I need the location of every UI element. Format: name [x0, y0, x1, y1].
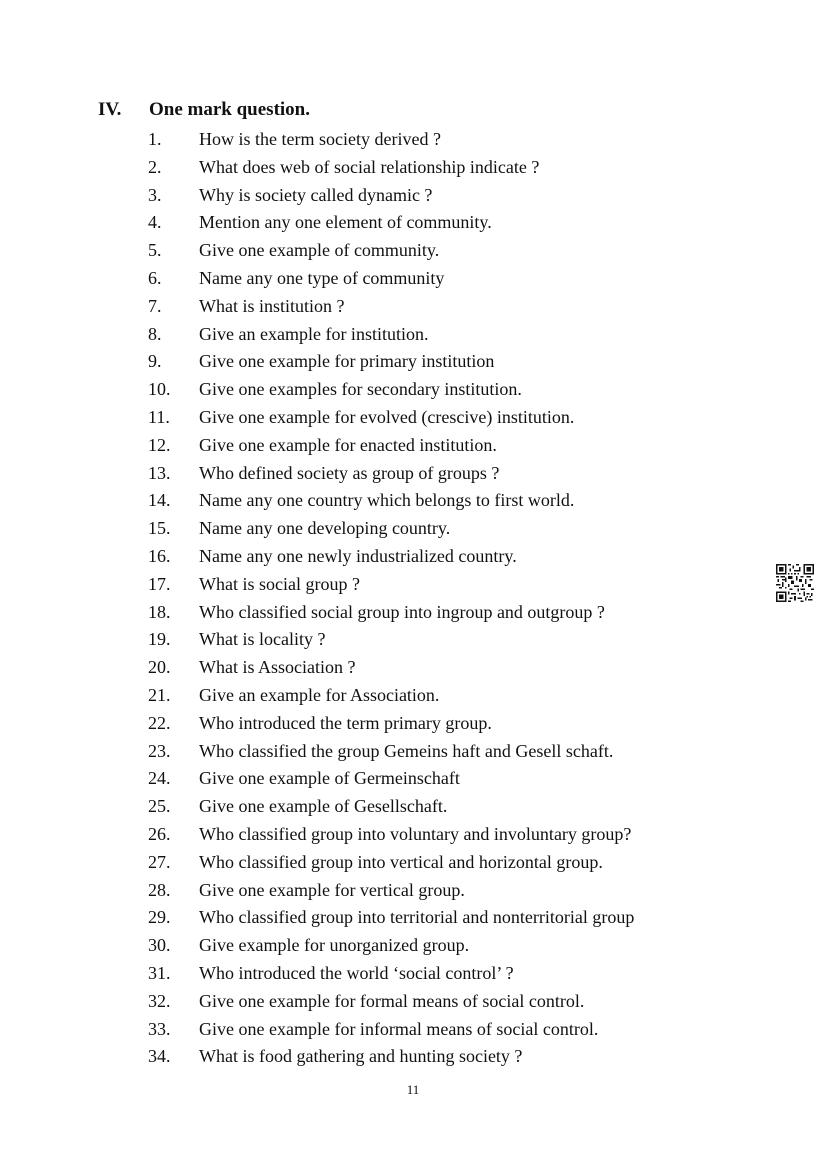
question-item	[148, 376, 634, 404]
question-item	[148, 849, 634, 877]
question-number: 9.	[148, 351, 162, 372]
question-text: Give one example for evolved (crescive) institution.	[199, 406, 575, 427]
question-item	[148, 404, 634, 432]
question-text: What is locality ?	[199, 629, 326, 650]
section-title: One mark question.	[149, 99, 310, 120]
question-number: 15.	[148, 518, 171, 539]
question-number: 4.	[148, 212, 162, 233]
question-text: What is food gathering and hunting society ?	[199, 1046, 523, 1067]
question-number: 26.	[148, 823, 171, 844]
question-number: 23.	[148, 740, 171, 761]
question-number: 28.	[148, 879, 171, 900]
question-text: Give one example for primary institution	[199, 351, 495, 372]
question-item	[148, 960, 634, 988]
question-number: 5.	[148, 240, 162, 261]
question-number: 22.	[148, 712, 171, 733]
question-text: What is Association ?	[199, 657, 356, 678]
question-number: 19.	[148, 629, 171, 650]
question-text: Who introduced the world ‘social control’ ?	[199, 962, 514, 983]
question-text: What does web of social relationship indicate ?	[199, 156, 540, 177]
question-number: 6.	[148, 267, 162, 288]
section-number: IV.	[98, 99, 122, 120]
question-item	[148, 821, 634, 849]
qr-code-icon[interactable]	[776, 564, 814, 602]
question-number: 11.	[148, 406, 170, 427]
question-number: 34.	[148, 1046, 171, 1067]
question-item	[148, 654, 634, 682]
question-text: Name any one country which belongs to first world.	[199, 490, 575, 511]
question-text: Who classified social group into ingroup and outgroup ?	[199, 601, 605, 622]
question-item	[148, 515, 634, 543]
question-number: 2.	[148, 156, 162, 177]
question-number: 1.	[148, 129, 162, 149]
question-number: 18.	[148, 601, 171, 622]
question-number: 20.	[148, 657, 171, 678]
question-text: Give one example for informal means of social control.	[199, 1018, 599, 1039]
question-number: 16.	[148, 545, 171, 566]
question-text: Mention any one element of community.	[199, 212, 492, 233]
question-item	[148, 182, 634, 210]
question-item	[148, 626, 634, 654]
question-text: What is social group ?	[199, 573, 360, 594]
question-number: 21.	[148, 684, 171, 705]
question-item	[148, 710, 634, 738]
question-item	[148, 293, 634, 321]
question-text: Give one example of Germeinschaft	[199, 768, 460, 789]
question-item	[148, 265, 634, 293]
question-text: Who classified the group Gemeins haft and Gesell schaft.	[199, 740, 614, 761]
question-item	[148, 209, 634, 237]
question-text: Give one example of Gesellschaft.	[199, 796, 448, 817]
question-text: Who classified group into vertical and horizontal group.	[199, 851, 603, 872]
question-item	[148, 738, 634, 766]
question-number: 32.	[148, 990, 171, 1011]
question-item	[148, 793, 634, 821]
question-item	[148, 571, 634, 599]
question-item	[148, 460, 634, 488]
question-text: Who introduced the term primary group.	[199, 712, 492, 733]
page-number: 11	[406, 1082, 420, 1097]
question-number: 33.	[148, 1018, 171, 1039]
question-text: How is the term society derived ?	[199, 129, 441, 149]
question-list	[148, 126, 634, 1071]
question-number: 14.	[148, 490, 171, 511]
question-text: Give one example for enacted institution.	[199, 434, 497, 455]
question-item	[148, 321, 634, 349]
question-number: 8.	[148, 323, 162, 344]
question-text: Why is society called dynamic ?	[199, 184, 433, 205]
question-item	[148, 988, 634, 1016]
question-item	[148, 1016, 634, 1044]
question-number: 17.	[148, 573, 171, 594]
question-item	[148, 432, 634, 460]
question-item	[148, 487, 634, 515]
question-text: Give an example for Association.	[199, 684, 440, 705]
question-item	[148, 1043, 634, 1071]
question-item	[148, 154, 634, 182]
question-item	[148, 599, 634, 627]
question-text: Give one examples for secondary institution.	[199, 379, 522, 400]
question-number: 24.	[148, 768, 171, 789]
question-number: 7.	[148, 295, 162, 316]
question-text: Give one example for formal means of social control.	[199, 990, 585, 1011]
question-number: 30.	[148, 935, 171, 956]
question-number: 29.	[148, 907, 171, 928]
question-text: Name any one developing country.	[199, 518, 451, 539]
question-text: Give an example for institution.	[199, 323, 429, 344]
question-item	[148, 904, 634, 932]
question-number: 12.	[148, 434, 171, 455]
question-item	[148, 543, 634, 571]
section-heading	[98, 99, 310, 121]
question-item	[148, 682, 634, 710]
question-number: 31.	[148, 962, 171, 983]
question-item	[148, 126, 634, 154]
question-number: 13.	[148, 462, 171, 483]
question-text: Name any one newly industrialized country.	[199, 545, 517, 566]
question-text: What is institution ?	[199, 295, 345, 316]
question-text: Who defined society as group of groups ?	[199, 462, 500, 483]
question-number: 10.	[148, 379, 171, 400]
question-number: 25.	[148, 796, 171, 817]
question-number: 27.	[148, 851, 171, 872]
question-text: Give example for unorganized group.	[199, 935, 470, 956]
question-item	[148, 348, 634, 376]
question-text: Who classified group into voluntary and involuntary group?	[199, 823, 632, 844]
question-item	[148, 932, 634, 960]
question-text: Name any one type of community	[199, 267, 445, 288]
question-number: 3.	[148, 184, 162, 205]
question-item	[148, 237, 634, 265]
question-text: Who classified group into territorial and nonterritorial group	[199, 907, 635, 928]
question-item	[148, 765, 634, 793]
question-item	[148, 877, 634, 905]
question-text: Give one example for vertical group.	[199, 879, 465, 900]
question-text: Give one example of community.	[199, 240, 440, 261]
